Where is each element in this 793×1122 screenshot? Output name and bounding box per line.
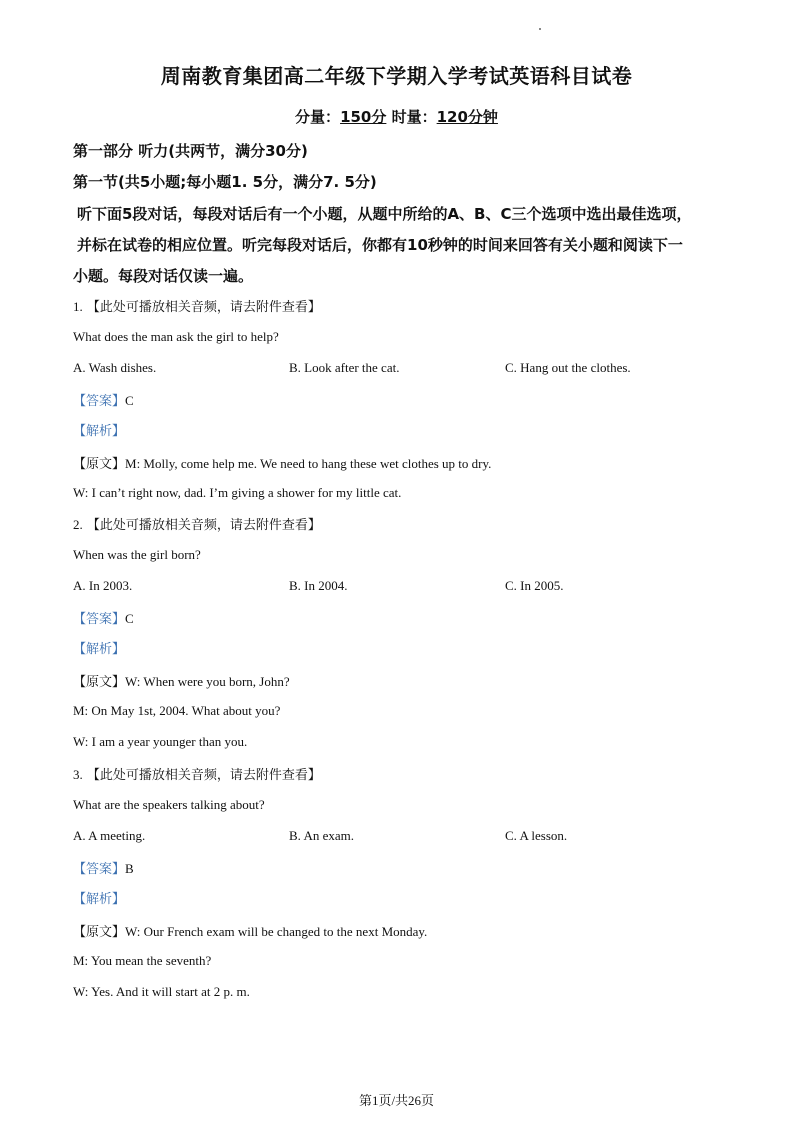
transcript-text: W: Our French exam will be changed to the next Monday. <box>125 924 428 939</box>
option-a: A. A meeting. <box>73 828 146 843</box>
transcript-text: M: You mean the seventh? <box>73 953 212 968</box>
transcript-label: 【原文】 <box>73 457 126 472</box>
answer-value: B <box>125 861 134 876</box>
answer-label: 【答案】 <box>73 394 126 409</box>
transcript-text: W: I am a year younger than you. <box>73 734 248 749</box>
transcript-line <box>73 453 491 472</box>
page-footer: 第1页/共26页 <box>358 1093 435 1108</box>
question-number: 1. <box>73 299 83 314</box>
analysis-label: 【解析】 <box>73 642 126 657</box>
transcript-text: W: Yes. And it will start at 2 p. m. <box>73 984 250 999</box>
question-header <box>73 296 321 315</box>
analysis-label: 【解析】 <box>73 892 126 907</box>
option-a: A. Wash dishes. <box>73 360 157 375</box>
analysis-label: 【解析】 <box>73 424 126 439</box>
option-a: A. In 2003. <box>73 578 133 593</box>
audio-note: 【此处可播放相关音频，请去附件查看】 <box>86 300 321 315</box>
question-number: 3. <box>73 767 83 782</box>
stray-dot <box>539 28 541 30</box>
instruction-line: 并标在试卷的相应位置。听完每段对话后，你都有10秒钟的时间来回答有关小题和阅读下一 <box>77 236 683 254</box>
answer-line <box>73 858 134 877</box>
transcript-line <box>73 921 427 940</box>
option-c: C. In 2005. <box>505 578 564 593</box>
transcript-text: M: On May 1st, 2004. What about you? <box>73 703 281 718</box>
audio-note: 【此处可播放相关音频，请去附件查看】 <box>86 518 321 533</box>
question-header <box>73 514 321 533</box>
instruction-line: 听下面5段对话，每段对话后有一个小题，从题中所给的A、B、C三个选项中选出最佳选项， <box>77 205 692 223</box>
transcript-label: 【原文】 <box>73 675 126 690</box>
transcript-text: M: Molly, come help me. We need to hang these wet clothes up to dry. <box>125 456 492 471</box>
instruction-line: 小题。每段对话仅读一遍。 <box>73 267 254 285</box>
transcript-text: W: When were you born, John? <box>125 674 290 689</box>
answer-label: 【答案】 <box>73 612 126 627</box>
option-c: C. A lesson. <box>505 828 568 843</box>
transcript-text: W: I can’t right now, dad. I’m giving a shower for my little cat. <box>73 485 402 500</box>
answer-label: 【答案】 <box>73 862 126 877</box>
time-value: 120分钟 <box>436 108 498 126</box>
question-header <box>73 764 321 783</box>
option-b: B. An exam. <box>289 828 354 843</box>
question-prompt: What are the speakers talking about? <box>73 797 265 812</box>
score-value: 150分 <box>340 108 387 126</box>
answer-value: C <box>125 611 134 626</box>
part-heading: 第一部分 听力(共两节，满分30分) <box>73 142 308 160</box>
answer-line <box>73 390 134 409</box>
audio-note: 【此处可播放相关音频，请去附件查看】 <box>86 768 321 783</box>
question-prompt: What does the man ask the girl to help? <box>73 329 279 344</box>
score-label: 分量： <box>295 108 341 126</box>
time-label: 时量： <box>391 108 437 126</box>
question-number: 2. <box>73 517 83 532</box>
transcript-label: 【原文】 <box>73 925 126 940</box>
page-title: 周南教育集团高二年级下学期入学考试英语科目试卷 <box>160 64 633 88</box>
transcript-line <box>73 671 290 690</box>
option-b: B. Look after the cat. <box>289 360 400 375</box>
section-heading: 第一节(共5小题;每小题1. 5分，满分7. 5分) <box>73 173 377 191</box>
answer-line <box>73 608 134 627</box>
answer-value: C <box>125 393 134 408</box>
question-prompt: When was the girl born? <box>73 547 201 562</box>
option-c: C. Hang out the clothes. <box>505 360 631 375</box>
option-b: B. In 2004. <box>289 578 348 593</box>
score-line <box>0 106 793 127</box>
